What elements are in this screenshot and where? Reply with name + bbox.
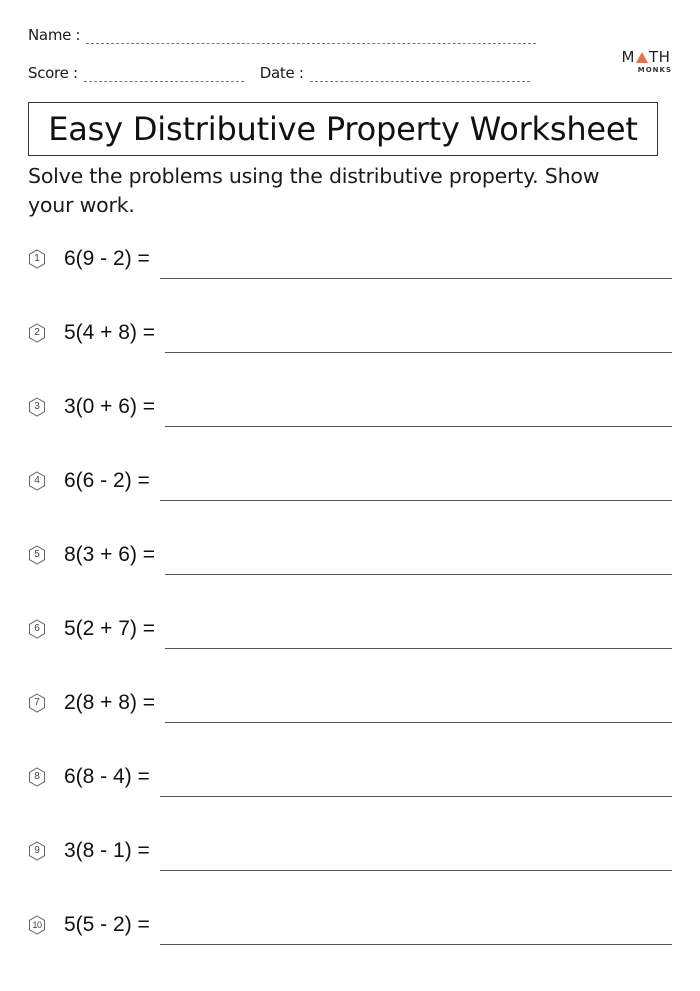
problem-expression: 8(3 + 6) =	[64, 543, 156, 566]
hexagon-number-icon	[28, 841, 46, 861]
score-input-line[interactable]	[84, 69, 244, 82]
problem-number: 6	[34, 623, 40, 634]
answer-line[interactable]	[160, 870, 672, 871]
triangle-icon	[636, 52, 648, 63]
logo-letter-m: M	[621, 48, 635, 66]
hexagon-number-icon	[28, 619, 46, 639]
problem-expression: 5(2 + 7) =	[64, 617, 156, 640]
problem-3	[28, 391, 672, 423]
problem-number: 7	[34, 697, 40, 708]
hexagon-number-icon	[28, 249, 46, 269]
hexagon-number-icon	[28, 545, 46, 565]
answer-line[interactable]	[160, 796, 672, 797]
problem-number: 5	[34, 549, 40, 560]
hexagon-number-icon	[28, 471, 46, 491]
title-box	[28, 102, 658, 156]
answer-line[interactable]	[165, 648, 672, 649]
hexagon-number-icon	[28, 397, 46, 417]
name-field-row	[28, 26, 536, 44]
answer-line[interactable]	[165, 574, 672, 575]
answer-line[interactable]	[165, 352, 672, 353]
hexagon-number-icon	[28, 915, 46, 935]
answer-line[interactable]	[160, 500, 672, 501]
page-title: Easy Distributive Property Worksheet	[48, 110, 638, 148]
logo-wordmark	[618, 50, 674, 65]
problem-number: 9	[34, 845, 40, 856]
problem-number: 10	[32, 920, 42, 930]
problem-4	[28, 465, 672, 497]
answer-line[interactable]	[165, 722, 672, 723]
logo-letters-th: TH	[649, 48, 671, 66]
problem-7	[28, 687, 672, 719]
answer-line[interactable]	[160, 278, 672, 279]
answer-line[interactable]	[160, 944, 672, 945]
problem-expression: 2(8 + 8) =	[64, 691, 156, 714]
problem-number: 1	[34, 253, 40, 264]
logo-subtext: MONKS	[637, 66, 672, 74]
problem-number: 2	[34, 327, 40, 338]
problem-expression: 5(4 + 8) =	[64, 321, 156, 344]
problem-10	[28, 909, 672, 941]
problem-number: 3	[34, 401, 40, 412]
hexagon-number-icon	[28, 693, 46, 713]
hexagon-number-icon	[28, 323, 46, 343]
name-input-line[interactable]	[86, 31, 536, 44]
date-input-line[interactable]	[310, 69, 530, 82]
instructions: Solve the problems using the distributive property. Show your work.	[28, 164, 600, 217]
problem-expression: 5(5 - 2) =	[64, 913, 150, 936]
problem-expression: 3(0 + 6) =	[64, 395, 156, 418]
answer-line[interactable]	[165, 426, 672, 427]
problem-9	[28, 835, 672, 867]
problem-1	[28, 243, 672, 275]
hexagon-number-icon	[28, 767, 46, 787]
problem-number: 4	[34, 475, 40, 486]
problem-expression: 3(8 - 1) =	[64, 839, 150, 862]
problem-6	[28, 613, 672, 645]
name-label: Name :	[28, 26, 81, 44]
problem-8	[28, 761, 672, 793]
score-label: Score :	[28, 64, 78, 82]
problem-expression: 6(9 - 2) =	[64, 247, 150, 270]
problem-expression: 6(8 - 4) =	[64, 765, 150, 788]
problem-expression: 6(6 - 2) =	[64, 469, 150, 492]
problem-2	[28, 317, 672, 349]
date-label: Date :	[259, 64, 304, 82]
problem-number: 8	[34, 771, 40, 782]
math-monks-logo	[618, 50, 674, 74]
problem-5	[28, 539, 672, 571]
score-date-row	[28, 64, 530, 82]
